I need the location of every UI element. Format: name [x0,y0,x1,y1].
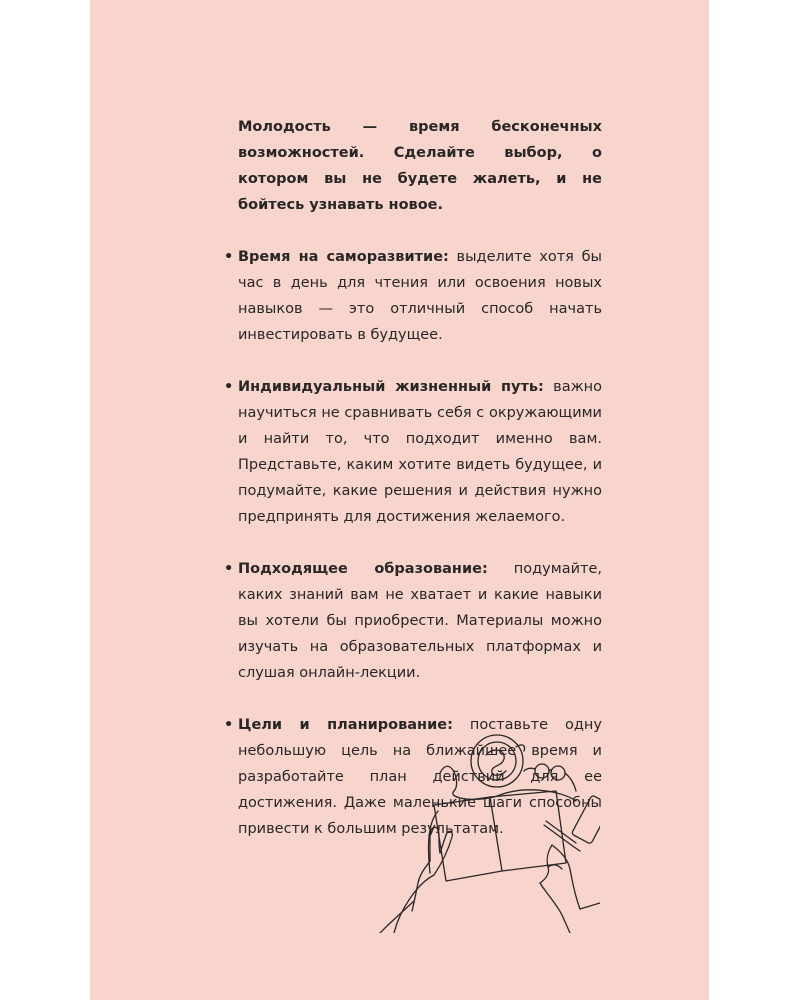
list-item [224,374,602,530]
bullet-text: важно научиться не сравнивать себя с окружающими и найти то, что подходит именно вам. Представьте, каким хотите видеть будущее, и подумайте, какие решения и действия нужно предпринять для достижения желаемого. [238,379,602,525]
notebook-icon [428,791,566,881]
left-hand-icon [380,827,452,933]
bullet-title: Время на саморазвитие: [238,249,449,265]
bullet-icon: • [224,717,234,733]
bullet-text: выделите хотя бы час в день для чтения или освоения новых навыков — это отличный способ начать инвестировать в будущее. [238,249,602,343]
list-item [224,244,602,348]
bullet-icon: • [224,249,234,265]
book-page [90,0,709,1000]
list-item [224,556,602,686]
glasses-icon [524,764,576,791]
coffee-cup-icon [471,735,525,787]
bullet-icon: • [224,379,234,395]
line-art-illustration [330,733,600,933]
phone-icon [571,795,600,844]
bullet-text: подумайте, каких знаний вам не хватает и какие навыки вы хотели бы приобрести. Материалы можно изучать на образовательных платформах и слушая онлайн-лекции. [238,561,602,681]
desk-illustration [330,733,600,933]
bullet-icon: • [224,561,234,577]
bullet-title: Подходящее образование: [238,561,488,577]
bullet-title: Цели и планирование: [238,717,453,733]
bullet-text: поставьте одну небольшую цель на ближайшее время и разработайте план действий для ее достижения. Даже маленькие шаги способны привести к большим результатам. [238,717,602,837]
bullet-title: Индивидуальный жизненный путь: [238,379,544,395]
intro-paragraph: Молодость — время бесконечных возможностей. Сделайте выбор, о котором вы не будете жалеть, и не бойтесь узнавать новое. [238,119,602,213]
right-hand-icon [540,845,600,933]
